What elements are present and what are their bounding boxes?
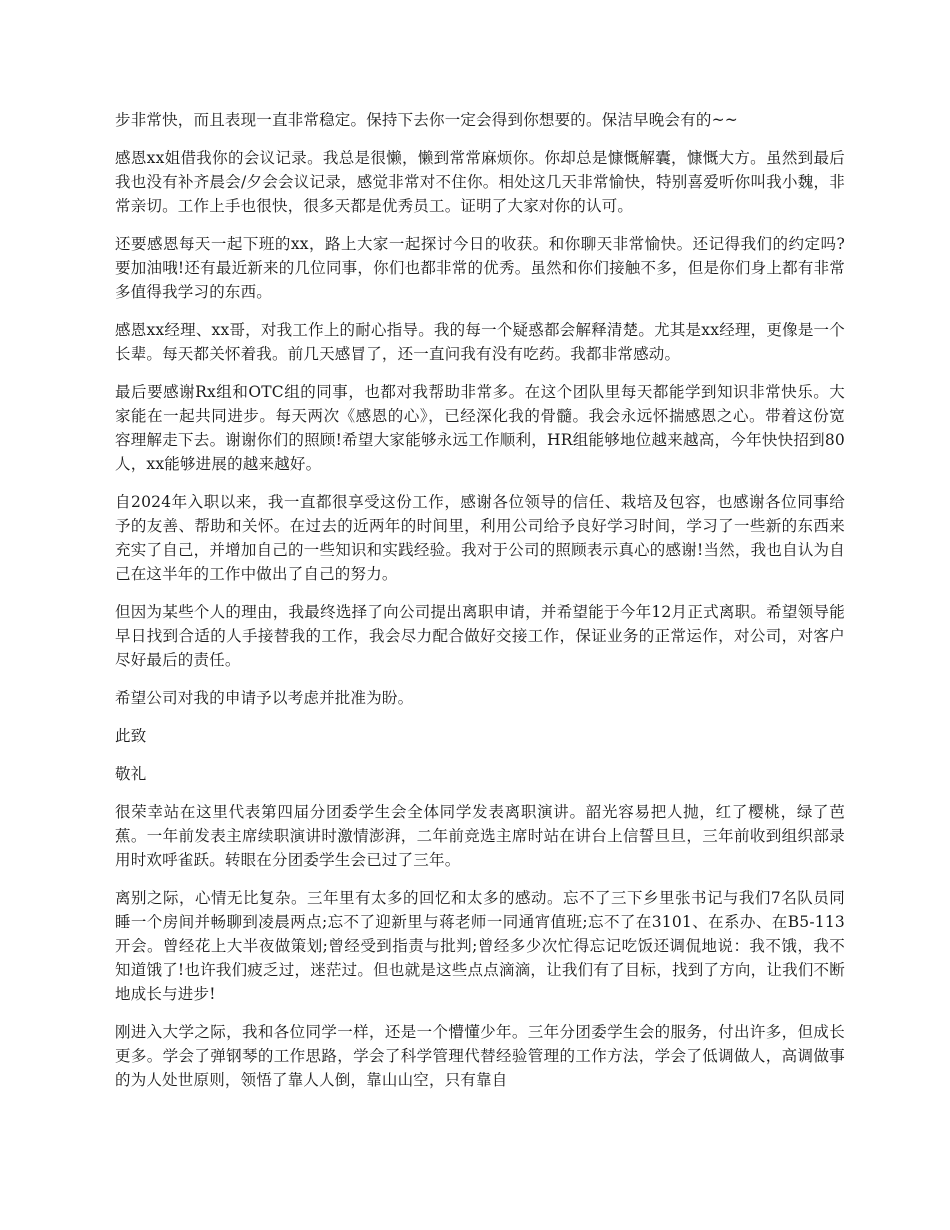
document-body (115, 108, 845, 1106)
paragraph-since-joining: 自2024年入职以来，我一直都很享受这份工作，感谢各位领导的信任、栽培及包容，也感谢各位同事给予的友善、帮助和关怀。在过去的近两年的时间里，利用公司给予良好学习时间，学习了一些新的东西来充实了自己，并增加自己的一些知识和实践经验。我对于公司的照顾表示真心的感谢!当然，我也自认为自己在这半年的工作中做出了自己的努力。 (115, 493, 845, 583)
closing-regards: 敬礼 (115, 765, 147, 783)
paragraph-thanks-manager: 感恩xx经理、xx哥，对我工作上的耐心指导。我的每一个疑惑都会解释清楚。尤其是xx经理，更像是一个长辈。每天都关怀着我。前几天感冒了，还一直问我有没有吃药。我都非常感动。 (115, 321, 845, 363)
paragraph-speech-memories: 离别之际，心情无比复杂。三年里有太多的回忆和太多的感动。忘不了三下乡里张书记与我们7名队员同睡一个房间并畅聊到凌晨两点;忘不了迎新里与蒋老师一同通宵值班;忘不了在3101、在系办、在B5-113开会。曾经花上大半夜做策划;曾经受到指责与批判;曾经多少次忙得忘记吃饭还调侃地说：我不饿，我不知道饿了!也许我们疲乏过，迷茫过。但也就是这些点点滴滴，让我们有了目标，找到了方向，让我们不断地成长与进步! (115, 889, 845, 1003)
paragraph-speech-growth: 刚进入大学之际，我和各位同学一样，还是一个懵懂少年。三年分团委学生会的服务，付出许多，但成长更多。学会了弹钢琴的工作思路，学会了科学管理代替经验管理的工作方法，学会了低调做人，高调做事的为人处世原则，领悟了靠人人倒，靠山山空，只有靠自 (115, 1023, 845, 1089)
closing-salutation: 此致 (115, 727, 147, 745)
paragraph-request: 希望公司对我的申请予以考虑并批准为盼。 (115, 689, 414, 707)
paragraph-continuation: 步非常快，而且表现一直非常稳定。保持下去你一定会得到你想要的。保洁早晚会有的~~ (115, 111, 738, 129)
paragraph-thanks-commute: 还要感恩每天一起下班的xx，路上大家一起探讨今日的收获。和你聊天非常愉快。还记得我们的约定吗?要加油哦!还有最近新来的几位同事，你们也都非常的优秀。虽然和你们接触不多，但是你们身上都有非常多值得我学习的东西。 (115, 235, 845, 301)
paragraph-thanks-colleague: 感恩xx姐借我你的会议记录。我总是很懒，懒到常常麻烦你。你却总是慷慨解囊，慷慨大方。虽然到最后我也没有补齐晨会/夕会会议记录，感觉非常对不住你。相处这几天非常愉快，特别喜爱听你叫我小魏，非常亲切。工作上手也很快，很多天都是优秀员工。证明了大家对你的认可。 (115, 149, 845, 215)
paragraph-resignation-reason: 但因为某些个人的理由，我最终选择了向公司提出离职申请，并希望能于今年12月正式离职。希望领导能早日找到合适的人手接替我的工作，我会尽力配合做好交接工作，保证业务的正常运作，对公司，对客户尽好最后的责任。 (115, 603, 845, 669)
paragraph-speech-intro: 很荣幸站在这里代表第四届分团委学生会全体同学发表离职演讲。韶光容易把人抛，红了樱桃，绿了芭蕉。一年前发表主席续职演讲时激情澎湃，二年前竞选主席时站在讲台上信誓旦旦，三年前收到组织部录用时欢呼雀跃。转眼在分团委学生会已过了三年。 (115, 803, 845, 869)
paragraph-thanks-team: 最后要感谢Rx组和OTC组的同事，也都对我帮助非常多。在这个团队里每天都能学到知识非常快乐。大家能在一起共同进步。每天两次《感恩的心》，已经深化我的骨髓。我会永远怀揣感恩之心。带着这份宽容理解走下去。谢谢你们的照顾!希望大家能够永远工作顺利，HR组能够地位越来越高，今年快快招到80人，xx能够进展的越来越好。 (115, 383, 845, 473)
